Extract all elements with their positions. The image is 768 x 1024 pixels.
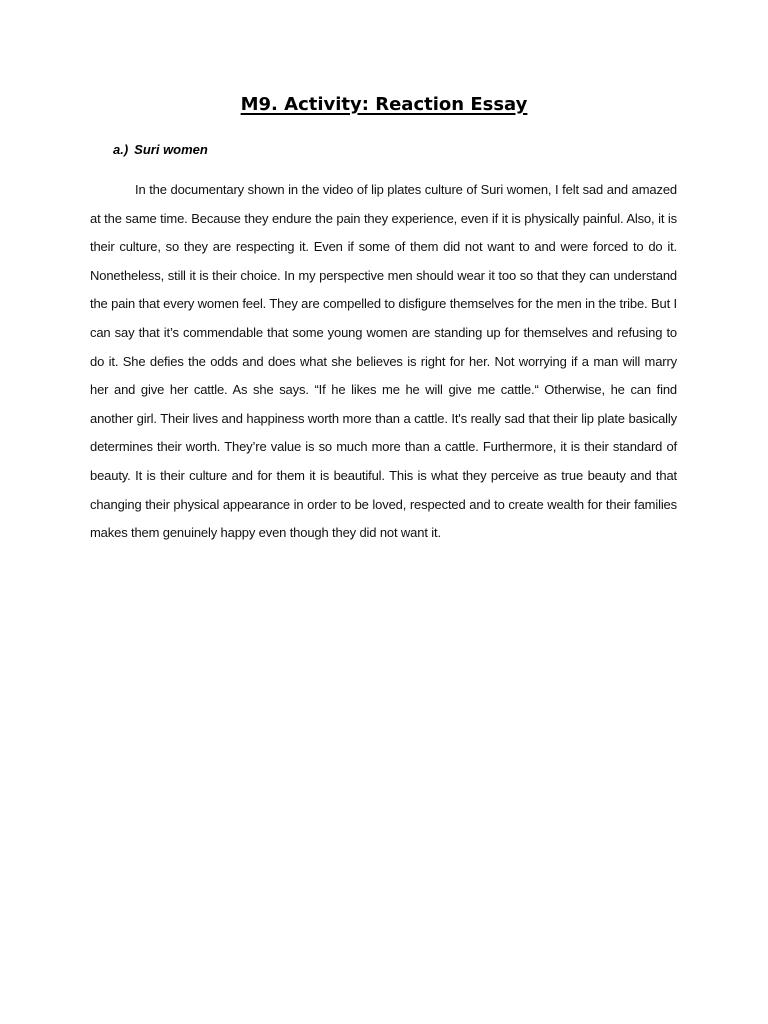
section-number: a.) — [113, 142, 129, 157]
essay-paragraph: In the documentary shown in the video of lip plates culture of Suri women, I felt sad and amazed at the same time. Because they endure the pain they experience, even if it is physically painful. Also, it is their culture, so they are respecting it. Even if some of them did not want to and were forced to do it. Nonetheless, still it is their choice. In my perspective men should wear it too so that they can understand the pain that every women feel. They are compelled to disfigure themselves for the men in the tribe. But I can say that it’s commendable that some young women are standing up for themselves and refusing to do it. She defies the odds and does what she believes is right for her. Not worrying if a man will marry her and give her cattle. As she says. “If he likes me he will give me cattle.“ Otherwise, he can find another girl. Their lives and happiness worth more than a cattle. It's really sad that their lip plate basically determines their worth. They’re value is so much more than a cattle. Furthermore, it is their standard of beauty. It is their culture and for them it is beautiful. This is what they perceive as true beauty and that changing their physical appearance in order to be loved, respected and to create wealth for their families makes them genuinely happy even though they did not want it. — [90, 182, 677, 541]
section-title: Suri women — [134, 142, 208, 157]
section-heading — [113, 142, 208, 157]
page-title: M9. Activity: Reaction Essay — [240, 94, 528, 115]
